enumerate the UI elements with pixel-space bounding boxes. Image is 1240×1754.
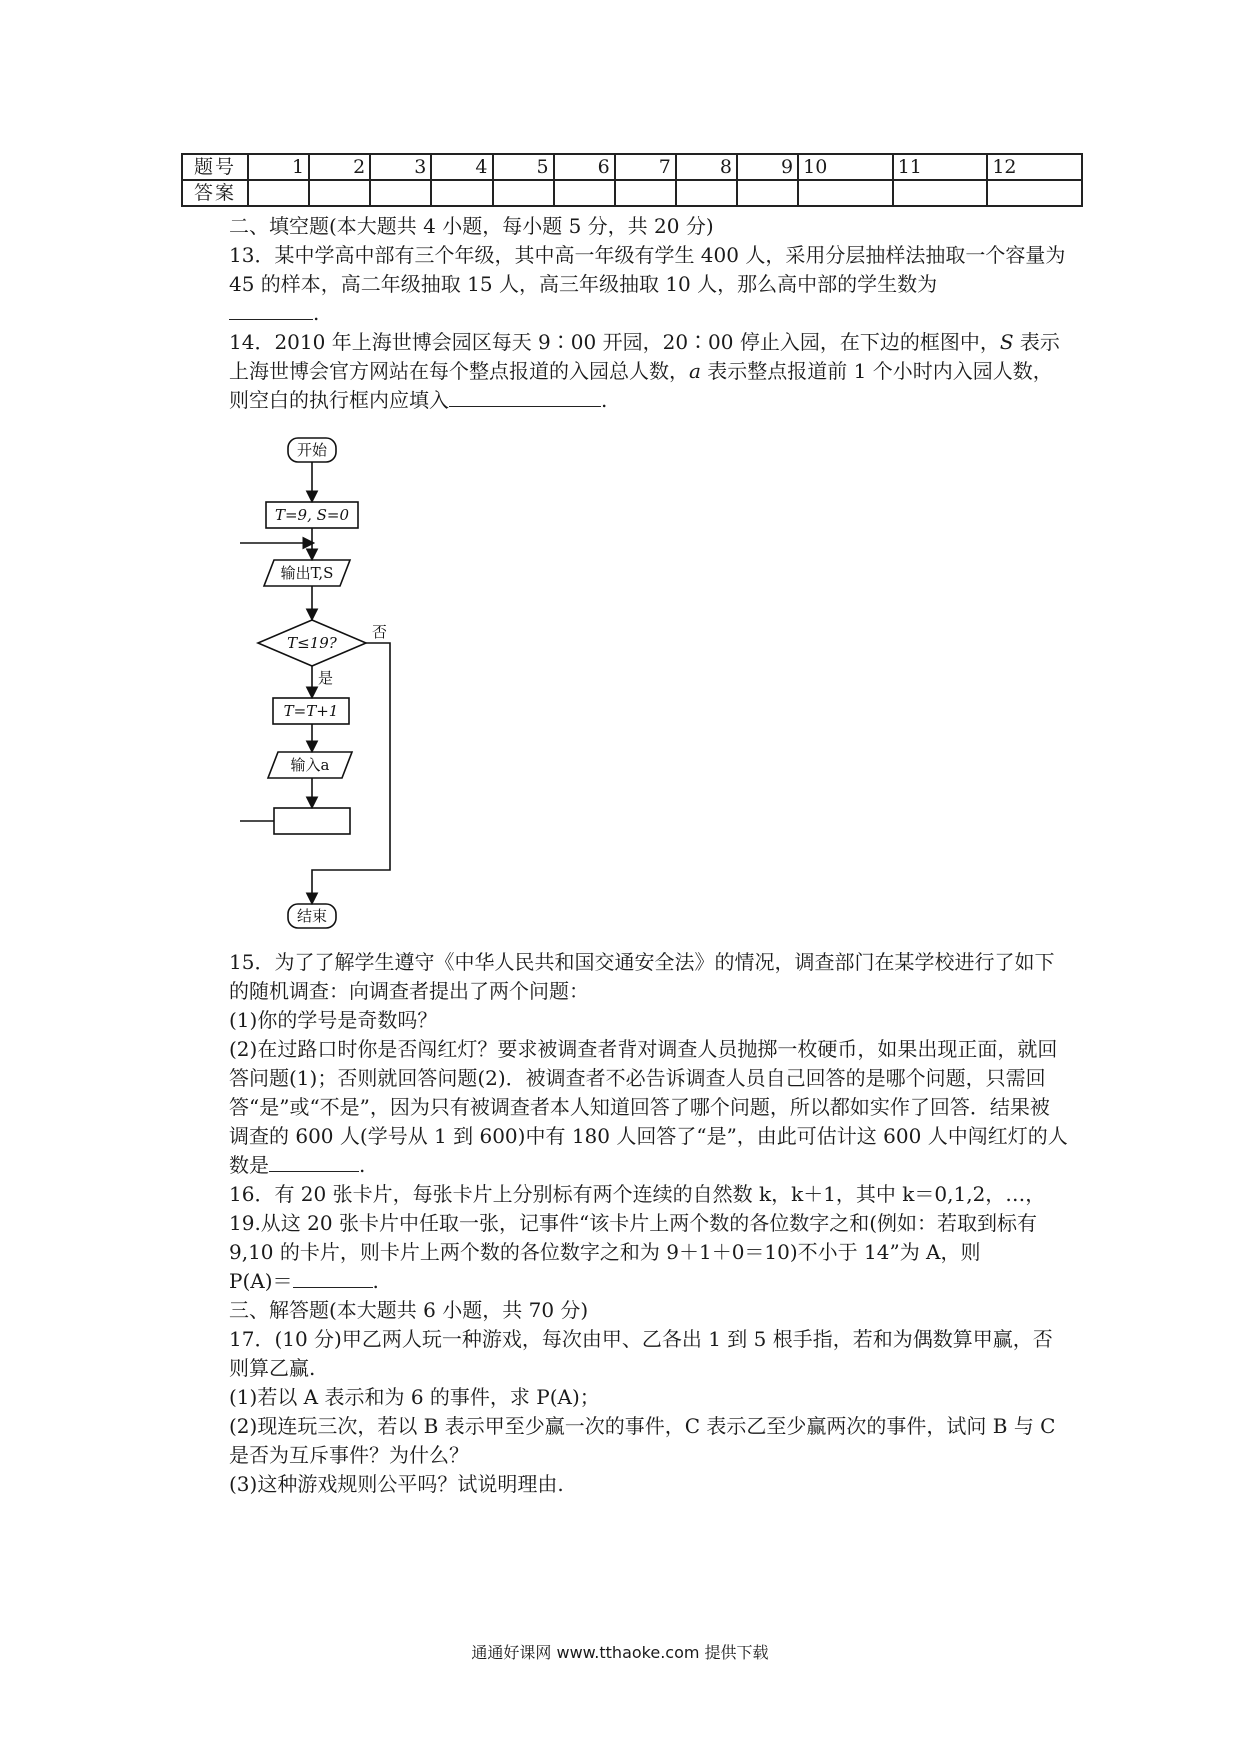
question-16 bbox=[229, 1180, 1069, 1296]
q16-answer-blank bbox=[293, 1267, 373, 1288]
answer-row bbox=[182, 180, 1082, 206]
question-17-part-1: (1)若以 A 表示和为 6 的事件，求 P(A)； bbox=[229, 1385, 600, 1409]
table-cell: 1 bbox=[248, 154, 309, 180]
table-cell: 5 bbox=[493, 154, 554, 180]
flow-start-label: 开始 bbox=[296, 441, 328, 459]
q15-intro: 15．为了了解学生遵守《中华人民共和国交通安全法》的情况，调查部门在某学校进行了如下的随机调查：向调查者提出了两个问题： bbox=[229, 950, 1055, 1003]
question-17-part-2: (2)现连玩三次，若以 B 表示甲至少赢一次的事件，C 表示乙至少赢两次的事件，试问 B 与 C 是否为互斥事件？为什么？ bbox=[229, 1414, 1056, 1467]
answer-cell bbox=[370, 180, 431, 206]
question-17-intro: 17．(10 分)甲乙两人玩一种游戏，每次由甲、乙各出 1 到 5 根手指，若和为偶数算甲赢，否则算乙赢. bbox=[229, 1327, 1053, 1380]
table-cell: 12 bbox=[987, 154, 1082, 180]
q14-var-a: a bbox=[689, 359, 701, 383]
q16-end: . bbox=[372, 1269, 379, 1293]
question-14 bbox=[229, 328, 1069, 415]
q15-item-2-text: (2)在过路口时你是否闯红灯？要求被调查者背对调查人员抛掷一枚硬币，如果出现正面，就回答问题(1)；否则就回答问题(2)．被调查者不必告诉调查人员自己回答的是哪个问题，只需回答“是”或“不是”，因为只有被调查者本人知道回答了哪个问题，所以都如实作了回答．结果被调查的 600 人(学号从 1 到 600)中有 180 人回答了“是”，由此可估计这 600 人中闯红灯的人数是 bbox=[229, 1037, 1068, 1177]
q14-var-s: S bbox=[999, 330, 1014, 354]
flow-loop-line bbox=[240, 543, 312, 821]
table-cell: 3 bbox=[370, 154, 431, 180]
row-label-question-number: 题号 bbox=[182, 154, 248, 180]
answer-cell bbox=[554, 180, 615, 206]
answer-cell bbox=[309, 180, 370, 206]
fill-in-section bbox=[229, 212, 1069, 415]
answer-cell bbox=[676, 180, 737, 206]
answer-cell bbox=[431, 180, 492, 206]
table-cell: 9 bbox=[737, 154, 798, 180]
table-cell: 4 bbox=[431, 154, 492, 180]
flow-blank-box bbox=[274, 808, 350, 834]
answer-table bbox=[181, 153, 1083, 207]
table-cell: 7 bbox=[615, 154, 676, 180]
questions-15-17 bbox=[229, 948, 1069, 1499]
table-cell: 11 bbox=[893, 154, 988, 180]
q14-text-c: 表示整点报道前 1 个小时内入园人数，则空白的执行框内应填入 bbox=[229, 359, 1053, 412]
answer-cell bbox=[737, 180, 798, 206]
flow-init-label: T=9, S=0 bbox=[274, 506, 350, 524]
table-cell: 2 bbox=[309, 154, 370, 180]
flow-end-label: 结束 bbox=[296, 907, 328, 925]
page-footer[interactable]: 通通好课网 www.tthaoke.com 提供下载 bbox=[471, 1643, 769, 1662]
question-17-part-3: (3)这种游戏规则公平吗？试说明理由. bbox=[229, 1472, 564, 1496]
answer-cell bbox=[987, 180, 1082, 206]
q13-text: 13．某中学高中部有三个年级，其中高一年级有学生 400 人，采用分层抽样法抽取一个容量为 45 的样本，高二年级抽取 15 人，高三年级抽取 10 人，那么高中部的学生数为 bbox=[229, 243, 1066, 296]
q16-text: 16．有 20 张卡片，每张卡片上分别标有两个连续的自然数 k，k＋1，其中 k＝0,1,2，…，19.从这 20 张卡片中任取一张，记事件“该卡片上两个数的各位数字之和(例如：若取到标有 9,10 的卡片，则卡片上两个数的各位数字之和为 9＋1＋0＝10)不小于 14”为 A，则 bbox=[229, 1182, 1046, 1264]
q14-text-a: 14．2010 年上海世博会园区每天 9∶00 开园，20∶00 停止入园，在下边的框图中， bbox=[229, 330, 1000, 354]
answer-cell bbox=[798, 180, 893, 206]
flow-input-label: 输入a bbox=[290, 756, 330, 774]
answer-cell bbox=[493, 180, 554, 206]
table-cell: 6 bbox=[554, 154, 615, 180]
flow-no-label: 否 bbox=[372, 623, 388, 641]
section3-heading: 三、解答题(本大题共 6 小题，共 70 分) bbox=[229, 1298, 589, 1322]
q15-item-2 bbox=[229, 1035, 1069, 1180]
row-label-answer: 答案 bbox=[182, 180, 248, 206]
q16-pa: P(A)＝ bbox=[229, 1269, 293, 1293]
question-13 bbox=[229, 241, 1069, 328]
flow-increment-label: T=T+1 bbox=[283, 702, 339, 720]
flowchart bbox=[240, 430, 500, 940]
q13-answer-blank bbox=[229, 299, 313, 320]
flow-yes-label: 是 bbox=[318, 669, 334, 687]
section2-heading: 二、填空题(本大题共 4 小题，每小题 5 分，共 20 分) bbox=[229, 214, 714, 238]
question-number-row bbox=[182, 154, 1082, 180]
q14-answer-blank bbox=[449, 386, 601, 407]
answer-cell bbox=[893, 180, 988, 206]
table-cell: 8 bbox=[676, 154, 737, 180]
q15-item-1: (1)你的学号是奇数吗？ bbox=[229, 1008, 438, 1032]
q14-text-b: 表示上海世博会官方网站在每个整点报道的入园总人数， bbox=[229, 330, 1060, 383]
q15-end: . bbox=[359, 1153, 366, 1177]
q14-end: . bbox=[601, 388, 608, 412]
flow-output-label: 输出T,S bbox=[280, 564, 334, 582]
answer-cell bbox=[248, 180, 309, 206]
flow-condition-label: T≤19? bbox=[287, 634, 337, 652]
question-15 bbox=[229, 948, 1069, 1006]
table-cell: 10 bbox=[798, 154, 893, 180]
q13-end: . bbox=[313, 301, 320, 325]
answer-cell bbox=[615, 180, 676, 206]
q15-answer-blank bbox=[269, 1151, 359, 1172]
